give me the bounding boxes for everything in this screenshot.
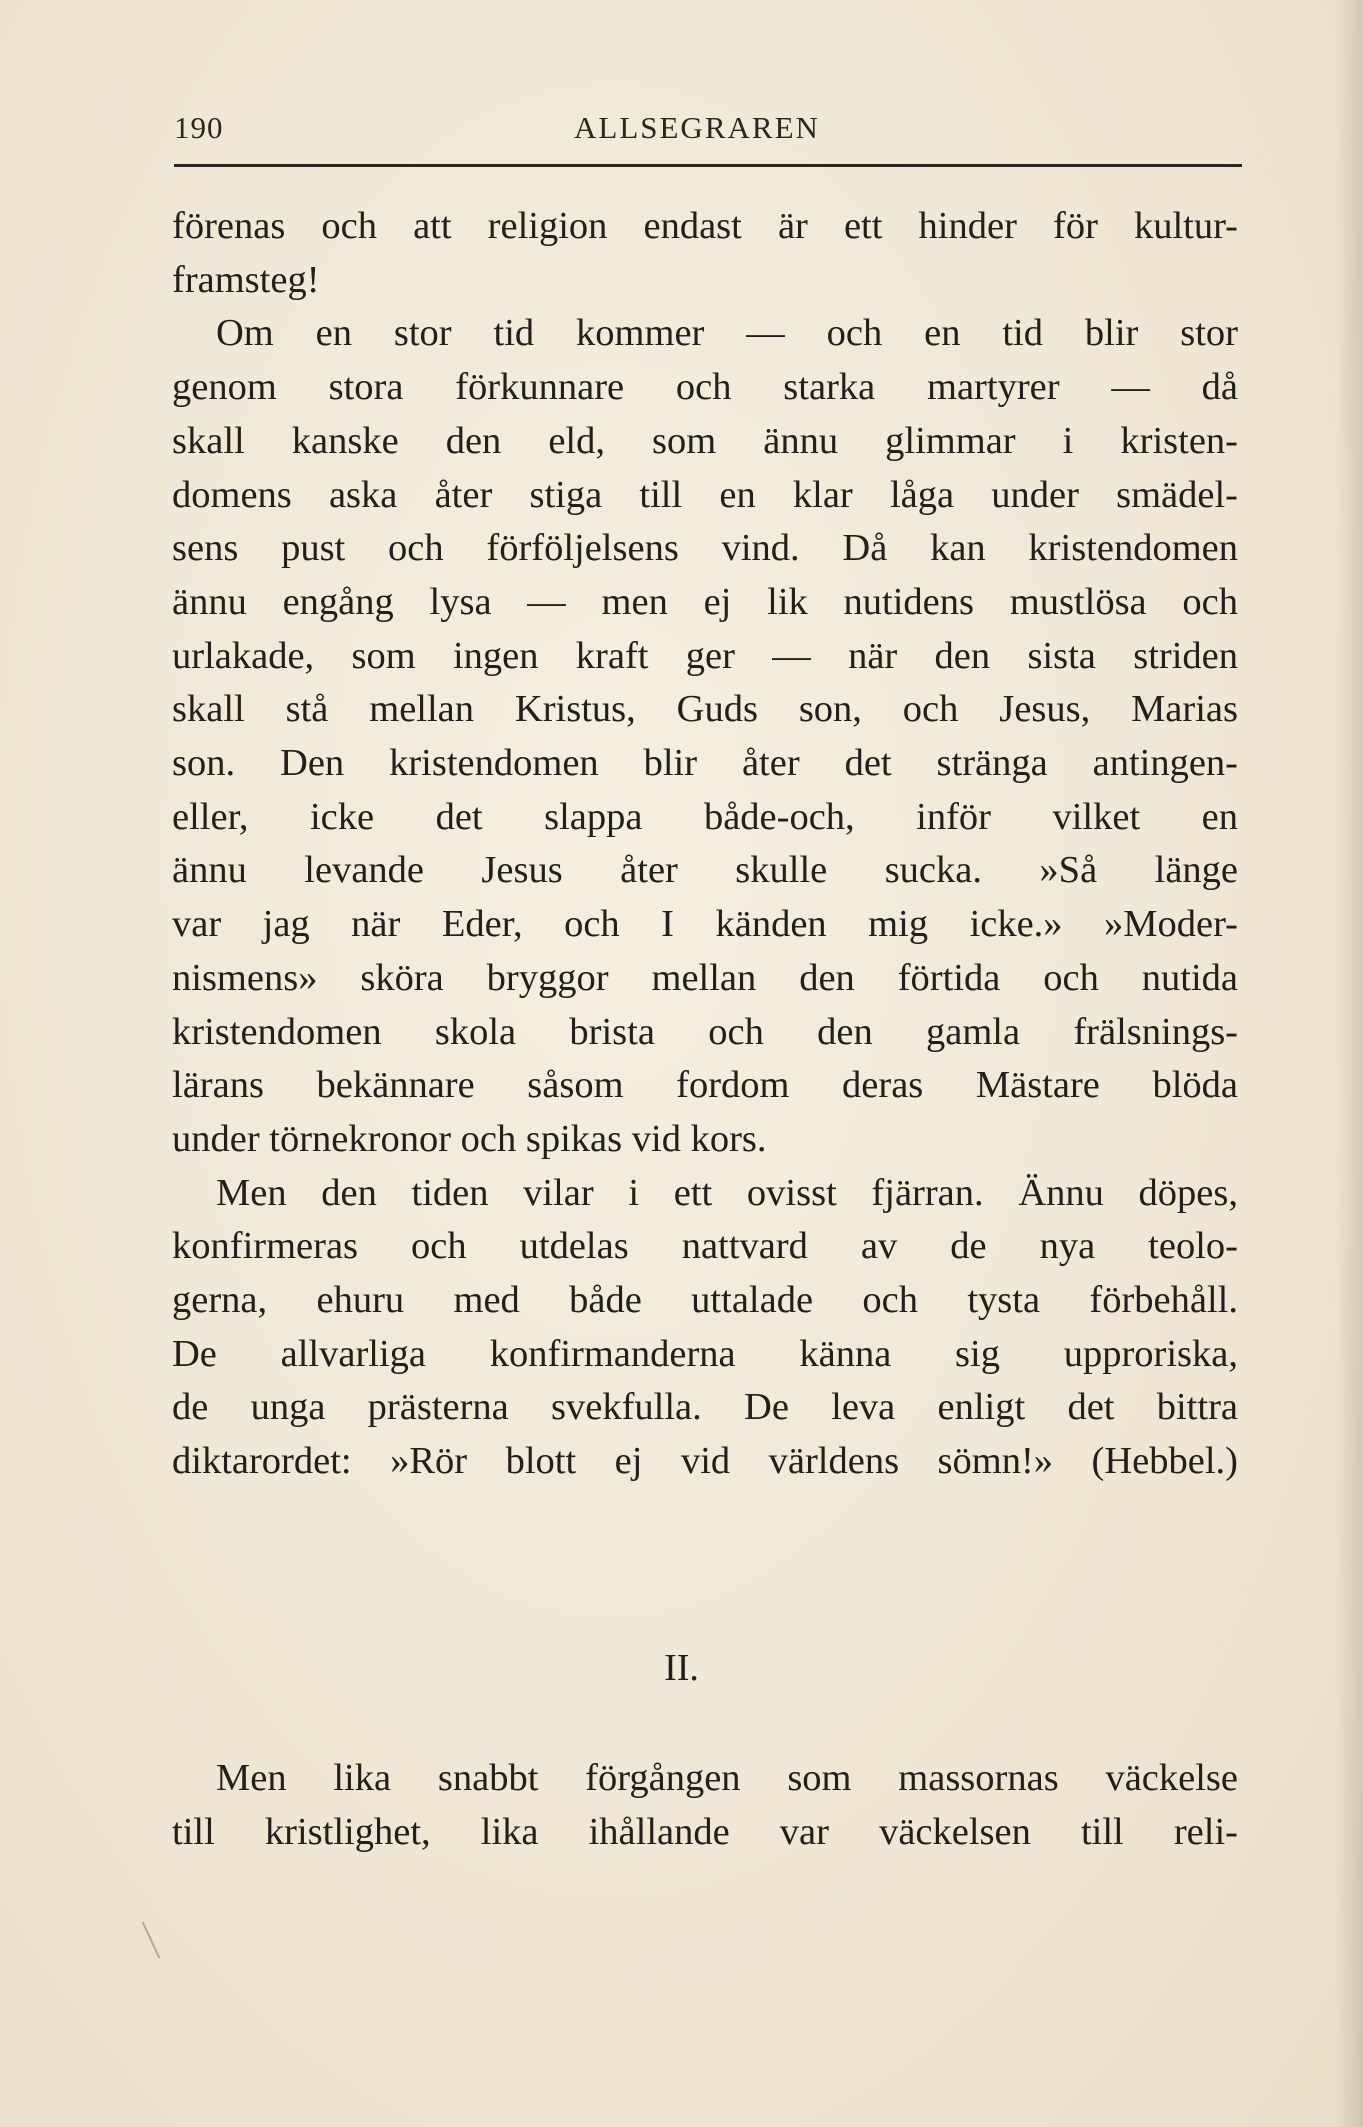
paragraph xyxy=(172,307,1238,1166)
text-line: skall stå mellan Kristus, Guds son, och Jesus, Marias xyxy=(172,688,1238,731)
text-line: förenas och att religion endast är ett hinder för kultur- xyxy=(172,205,1238,247)
running-title: ALLSEGRAREN xyxy=(574,110,820,145)
text-line: urlakade, som ingen kraft ger — när den sista striden xyxy=(172,634,1238,677)
paragraph xyxy=(172,200,1238,307)
text-line: de unga prästerna svekfulla. De leva enligt det bittra xyxy=(172,1386,1238,1429)
text-line: under törnekronor och spikas vid kors. xyxy=(172,1117,767,1160)
text-line: nismens» sköra bryggor mellan den förtida och nutida xyxy=(172,956,1238,999)
text-line: ännu engång lysa — men ej lik nutidens mustlösa och xyxy=(172,580,1238,623)
text-line: sens pust och förföljelsens vind. Då kan kristendomen xyxy=(172,527,1238,570)
section-body-text xyxy=(172,1752,1238,1859)
text-line: eller, icke det slappa både-och, inför vilket en xyxy=(172,795,1238,838)
text-line: genom stora förkunnare och starka martyrer — då xyxy=(172,366,1238,409)
running-header xyxy=(174,110,1240,154)
paragraph xyxy=(172,1167,1238,1489)
margin-pencil-mark xyxy=(142,1921,161,1958)
text-line: konfirmeras och utdelas nattvard av de nya teolo- xyxy=(172,1225,1238,1268)
text-line: kristendomen skola brista och den gamla frälsnings- xyxy=(172,1010,1238,1053)
text-line: Men den tiden vilar i ett ovisst fjärran. Ännu döpes, xyxy=(216,1171,1238,1214)
page-edge-shadow xyxy=(1335,0,1363,2127)
text-line: ännu levande Jesus åter skulle sucka. »Så länge xyxy=(172,849,1238,892)
text-line: framsteg! xyxy=(172,258,320,301)
text-line: Men lika snabbt förgången som massornas väckelse xyxy=(216,1757,1238,1799)
text-line: till kristlighet, lika ihållande var väckelsen till reli- xyxy=(172,1810,1238,1853)
text-line: skall kanske den eld, som ännu glimmar i kristen- xyxy=(172,419,1238,462)
text-line: diktarordet: »Rör blott ej vid världens sömn!» (Hebbel.) xyxy=(172,1440,1238,1483)
text-line: gerna, ehuru med både uttalade och tysta förbehåll. xyxy=(172,1279,1238,1322)
text-line: var jag när Eder, och I känden mig icke.» »Moder- xyxy=(172,903,1238,946)
section-heading: II. xyxy=(664,1647,699,1689)
text-line: lärans bekännare såsom fordom deras Mästare blöda xyxy=(172,1064,1238,1107)
text-line: De allvarliga konfirmanderna känna sig upproriska, xyxy=(172,1332,1238,1375)
header-rule xyxy=(174,164,1242,167)
text-line: son. Den kristendomen blir åter det stränga antingen- xyxy=(172,742,1238,785)
page-number: 190 xyxy=(174,110,224,145)
text-line: domens aska åter stiga till en klar låga under smädel- xyxy=(172,473,1238,516)
text-line: Om en stor tid kommer — och en tid blir stor xyxy=(216,312,1238,355)
body-text xyxy=(172,200,1238,1489)
